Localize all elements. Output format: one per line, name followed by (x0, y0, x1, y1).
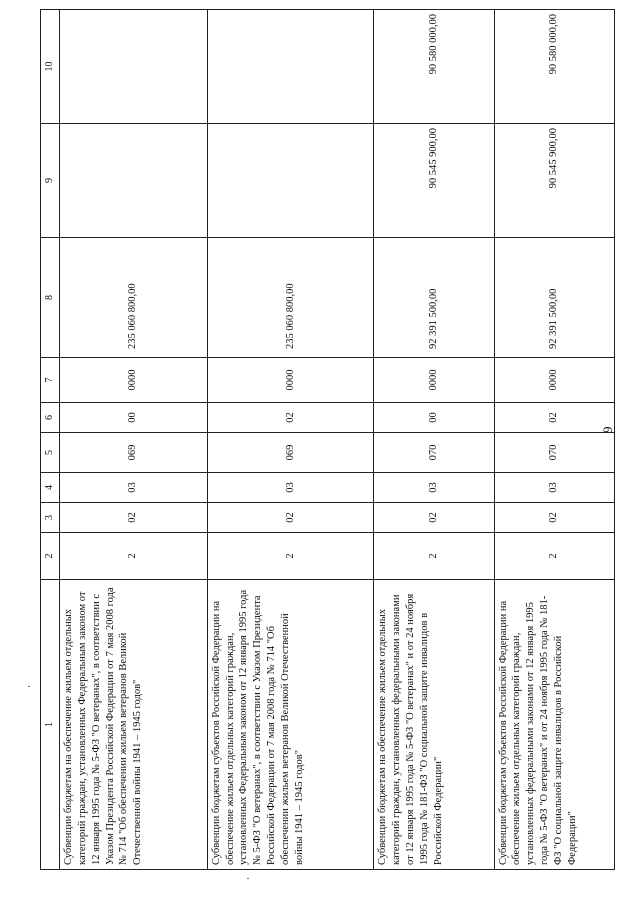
column-header-8: 8 (41, 238, 60, 358)
cell-col-6: 00 (60, 403, 208, 433)
cell-col-8: 92 391 500,00 (374, 238, 494, 358)
column-header-1: 1 (41, 580, 60, 870)
column-header-9: 9 (41, 124, 60, 238)
cell-col-2: 2 (494, 533, 614, 580)
cell-col-5: 070 (494, 433, 614, 473)
column-header-7: 7 (41, 358, 60, 403)
cell-col-9: 90 545 900,00 (374, 124, 494, 238)
column-header-10: 10 (41, 10, 60, 124)
cell-col-5: 069 (60, 433, 208, 473)
row-description: Субвенции бюджетам субъектов Российской Федерации на обеспечение жильем отдельных категорий граждан, установленных федеральными законами от 12 января 1995 года № 5-ФЗ "О ветеранах" и от 24 ноября 1995 года № 181-ФЗ "О социальной защите инвалидов в Российской Федерации" (494, 580, 614, 870)
row-description: Субвенции бюджетам субъектов Российской Федерации на обеспечение жильем отдельных категорий граждан, установленных Федеральным законом от 12 января 1995 года № 5-ФЗ "О ветеранах", в соответствии с Указом Президента Российской Федерации от 7 мая 2008 года № 714 "Об обеспечении жильем ветеранов Великой Отечественной войны 1941 – 1945 годов" (207, 580, 373, 870)
cell-col-2: 2 (60, 533, 208, 580)
row-description: Субвенции бюджетам на обеспечение жильем отдельных категорий граждан, установленных федеральными законами от 12 января 1995 года № 5-ФЗ "О ветеранах" и от 24 ноября 1995 года № 181-ФЗ "О социальной защите инвалидов в Российской Федерации" (374, 580, 494, 870)
cell-col-7: 0000 (60, 358, 208, 403)
table-row (494, 10, 614, 870)
page-number: 9 (600, 426, 615, 433)
scan-speck (247, 878, 249, 879)
column-header-5: 5 (41, 433, 60, 473)
cell-col-4: 03 (374, 473, 494, 503)
cell-col-10 (60, 10, 208, 124)
cell-col-3: 02 (60, 503, 208, 533)
cell-col-8: 235 060 800,00 (207, 238, 373, 358)
cell-col-6: 02 (494, 403, 614, 433)
cell-col-3: 02 (494, 503, 614, 533)
column-header-6: 6 (41, 403, 60, 433)
cell-col-9 (60, 124, 208, 238)
cell-col-7: 0000 (207, 358, 373, 403)
cell-col-2: 2 (207, 533, 373, 580)
cell-col-9: 90 545 900,00 (494, 124, 614, 238)
scan-speck (28, 686, 30, 687)
cell-col-10: 90 580 000,00 (374, 10, 494, 124)
cell-col-7: 0000 (374, 358, 494, 403)
column-header-3: 3 (41, 503, 60, 533)
cell-col-4: 03 (60, 473, 208, 503)
cell-col-3: 02 (207, 503, 373, 533)
cell-col-3: 02 (374, 503, 494, 533)
cell-col-4: 03 (207, 473, 373, 503)
cell-col-6: 02 (207, 403, 373, 433)
row-description: Субвенции бюджетам на обеспечение жильем отдельных категорий граждан, установленных Федеральным законом от 12 января 1995 года № 5-ФЗ "О ветеранах", в соответствии с Указом Президента Российской Федерации от 7 мая 2008 года № 714 "Об обеспечении жильем ветеранов Великой Отечественной войны 1941 – 1945 годов" (60, 580, 208, 870)
table-row (60, 10, 208, 870)
cell-col-5: 069 (207, 433, 373, 473)
table-row (374, 10, 494, 870)
cell-col-10: 90 580 000,00 (494, 10, 614, 124)
column-header-2: 2 (41, 533, 60, 580)
header-row (41, 10, 60, 870)
cell-col-10 (207, 10, 373, 124)
cell-col-9 (207, 124, 373, 238)
rotated-page-content (40, 10, 615, 870)
cell-col-8: 92 391 500,00 (494, 238, 614, 358)
column-header-4: 4 (41, 473, 60, 503)
budget-table (40, 9, 615, 870)
cell-col-8: 235 060 800,00 (60, 238, 208, 358)
cell-col-4: 03 (494, 473, 614, 503)
cell-col-6: 00 (374, 403, 494, 433)
cell-col-2: 2 (374, 533, 494, 580)
cell-col-5: 070 (374, 433, 494, 473)
table-row (207, 10, 373, 870)
cell-col-7: 0000 (494, 358, 614, 403)
